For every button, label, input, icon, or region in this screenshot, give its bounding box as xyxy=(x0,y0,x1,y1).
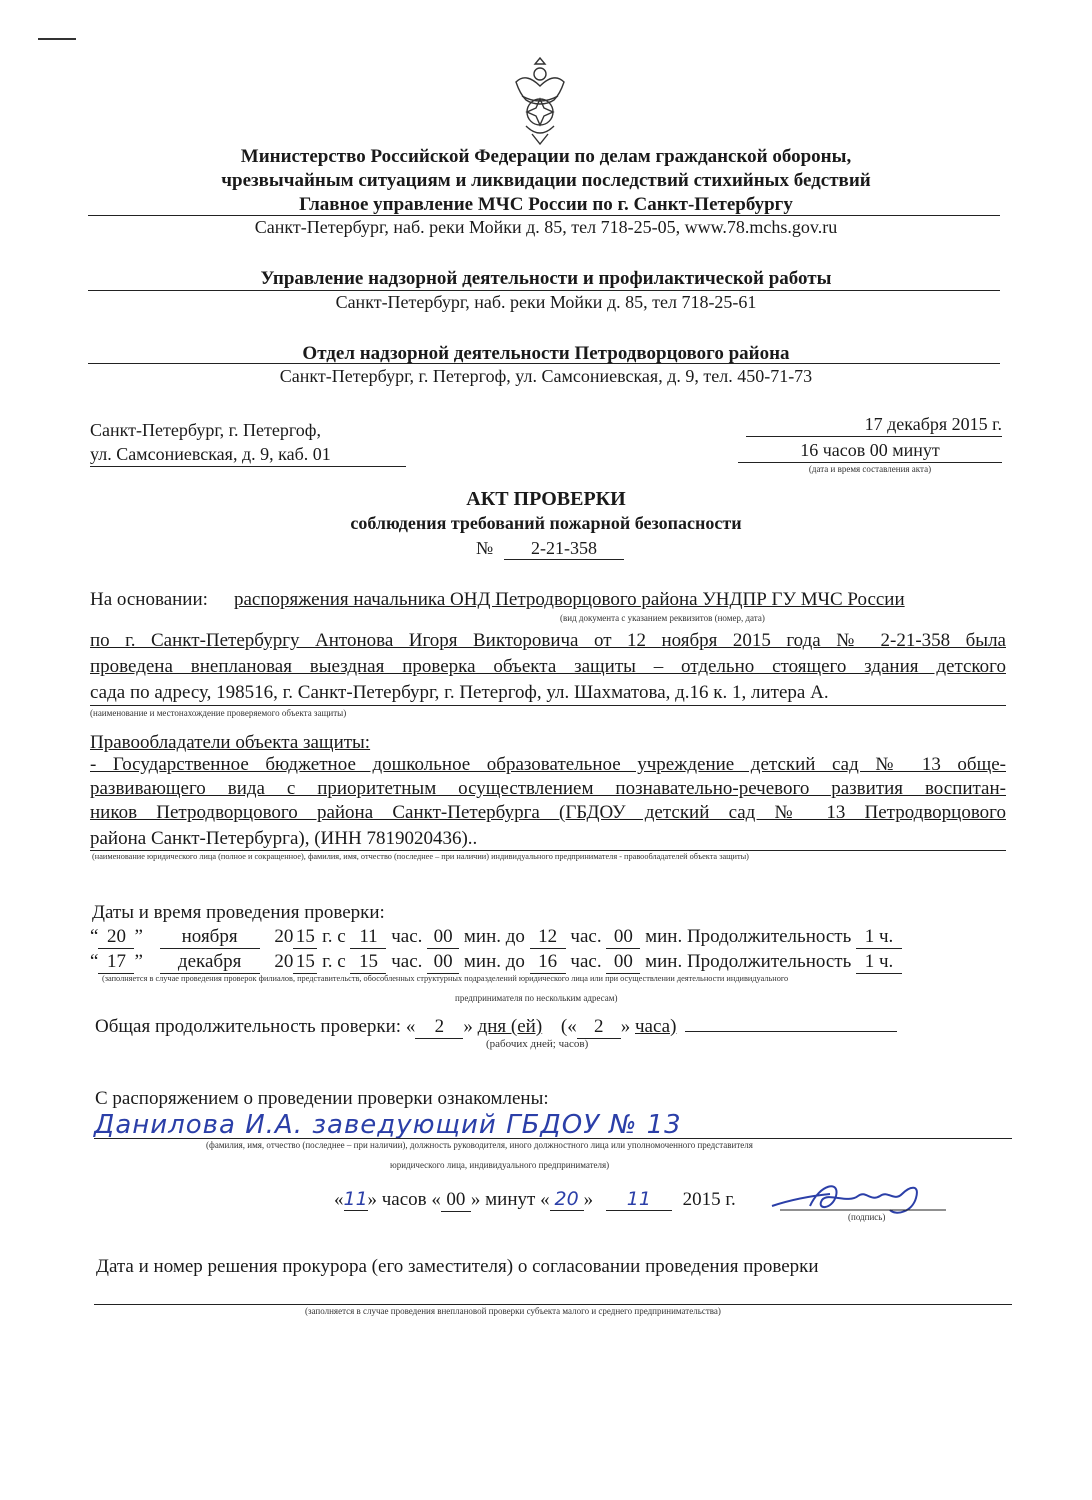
basis-line-2: по г. Санкт-Петербургу Антонова Игоря Викторовича от 12 ноября 2015 года № 2-21-358 была xyxy=(90,630,1006,651)
row1-hour-start: 11 xyxy=(350,926,386,949)
basis-caption-2: (наименование и местонахождение проверяемого объекта защиты) xyxy=(90,708,347,718)
owners-line-1: - Государственное бюджетное дошкольное образовательное учреждение детский сад № 13 обще- xyxy=(90,754,1006,775)
row2-min-end: 00 xyxy=(606,951,640,974)
row1-min-start: 00 xyxy=(427,926,459,949)
department-3-address: Санкт-Петербург, г. Петергоф, ул. Самсониевская, д. 9, тел. 450-71-73 xyxy=(279,366,813,386)
row2-year: 15 xyxy=(293,951,317,974)
main-department: Главное управление МЧС России по г. Санкт-Петербургу xyxy=(299,194,793,215)
schedule-caption-2: предпринимателя по нескольким адресам) xyxy=(455,993,618,1003)
row1-duration: 1 ч. xyxy=(856,926,902,949)
signature-caption: (подпись) xyxy=(848,1212,886,1222)
acq-month: 11 xyxy=(606,1188,672,1211)
schedule-label: Даты и время проведения проверки: xyxy=(92,902,385,923)
acquainted-caption-2: юридического лица, индивидуального предпринимателя) xyxy=(390,1160,610,1170)
acquainted-caption-1: (фамилия, имя, отчество (последнее – при наличии), должность руководителя, иного должностного лица или уполномоченного представителя xyxy=(206,1140,753,1150)
place-line-2: ул. Самсониевская, д. 9, каб. 01 xyxy=(90,444,331,464)
schedule-row-1: “ 20 ” ноября 20 15 г. с 11 час. 00 мин. до 12 час. 00 мин. Продолжительность 1 ч. xyxy=(90,926,902,949)
schedule-row-2: “ 17 ” декабря 20 15 г. с 15 час. 00 мин. до 16 час. 00 мин. Продолжительность 1 ч. xyxy=(90,951,902,974)
owners-line-3: ников Петродворцового района Санкт-Петербурга (ГБДОУ детский сад № 13 Петродворцового xyxy=(90,802,1006,823)
act-time: 16 часов 00 минут xyxy=(800,440,940,460)
owners-line-2: развивающего вида с приоритетным осуществлением познавательно-речевого развития воспитан- xyxy=(90,778,1006,799)
department-2: Управление надзорной деятельности и профилактической работы xyxy=(260,268,832,289)
total-hours-unit: часа) xyxy=(635,1016,677,1037)
act-number: 2-21-358 xyxy=(504,538,624,560)
schedule-caption-1: (заполняется в случае проведения проверок филиалов, представительств, обособленных структурных подразделений юридического лица или при осуществлении деятельности индивидуального xyxy=(102,974,789,983)
header-rule-3 xyxy=(88,363,1000,364)
total-days: 2 xyxy=(415,1016,463,1039)
acq-day: 20 xyxy=(550,1188,584,1211)
act-date: 17 декабря 2015 г. xyxy=(864,414,1002,434)
place-line-1: Санкт-Петербург, г. Петергоф, xyxy=(90,420,321,440)
date-underline xyxy=(746,436,1002,437)
act-title: АКТ ПРОВЕРКИ xyxy=(466,488,626,510)
row1-min-end: 00 xyxy=(606,926,640,949)
act-number-label: № xyxy=(476,538,494,558)
row1-year: 15 xyxy=(293,926,317,949)
basis-caption-1: (вид документа с указанием реквизитов (номер, дата) xyxy=(560,613,765,623)
act-subtitle: соблюдения требований пожарной безопасности xyxy=(350,513,742,533)
owners-underline xyxy=(90,850,1006,851)
mchs-emblem-icon xyxy=(508,52,572,148)
owners-line-4: района Санкт-Петербурга), (ИНН 7819020436).. xyxy=(90,828,478,849)
owners-caption: (наименование юридического лица (полное и сокращенное), фамилия, имя, отчество (последнее – при наличии) индивидуального предпринимателя - правообладателей объекта защиты) xyxy=(92,852,749,861)
row2-duration: 1 ч. xyxy=(856,951,902,974)
prosecutor-caption: (заполняется в случае проведения внеплановой проверки субъекта малого и среднего предпринимательства) xyxy=(305,1306,721,1316)
basis-line-3: проведена внеплановая выездная проверка объекта защиты – отдельно стоящего здания детского xyxy=(90,656,1006,677)
header-rule-2 xyxy=(88,290,1000,291)
place-underline xyxy=(90,466,406,467)
acquainted-handwritten-name: Данилова И.А. заведующий ГБДОУ № 13 xyxy=(94,1110,682,1140)
total-hours: 2 xyxy=(577,1016,621,1039)
department-2-address: Санкт-Петербург, наб. реки Мойки д. 85, тел 718-25-61 xyxy=(335,292,757,312)
acquainted-label: С распоряжением о проведении проверки ознакомлены: xyxy=(95,1088,549,1109)
total-duration: Общая продолжительность проверки: « 2 » дня (ей) (« 2 » часа) xyxy=(95,1016,897,1039)
row2-hour-start: 15 xyxy=(350,951,386,974)
acquainted-underline xyxy=(94,1138,1012,1139)
prosecutor-underline xyxy=(94,1304,1012,1305)
row2-day: 17 xyxy=(98,951,134,974)
row1-hour-end: 12 xyxy=(530,926,566,949)
header-rule-1 xyxy=(88,215,1000,216)
basis-label: На основании: xyxy=(90,589,208,610)
total-caption: (рабочих дней; часов) xyxy=(486,1038,589,1050)
basis-line-1: распоряжения начальника ОНД Петродворцового района УНДПР ГУ МЧС России xyxy=(234,589,905,610)
total-blank xyxy=(685,1031,897,1032)
basis-line-4: сада по адресу, 198516, г. Санкт-Петербург, г. Петергоф, ул. Шахматова, д.16 к. 1, литера А. xyxy=(90,682,829,703)
department-3: Отдел надзорной деятельности Петродворцового района xyxy=(302,343,790,364)
row2-month: декабря xyxy=(160,951,260,974)
row1-day: 20 xyxy=(98,926,134,949)
acquainted-datetime: «11» часов « 00 » минут « 20 » 11 2015 г. xyxy=(334,1188,736,1210)
time-underline xyxy=(738,462,1002,463)
acq-hours: 11 xyxy=(343,1188,368,1210)
scan-mark xyxy=(38,38,76,40)
acq-minutes: 00 xyxy=(441,1189,471,1212)
ministry-line-1: Министерство Российской Федерации по делам гражданской обороны, xyxy=(240,146,852,167)
total-days-unit: дня (ей) xyxy=(477,1016,543,1037)
row2-hour-end: 16 xyxy=(530,951,566,974)
datetime-caption: (дата и время составления акта) xyxy=(808,464,932,474)
prosecutor-label: Дата и номер решения прокурора (его заместителя) о согласовании проведения проверки xyxy=(96,1256,819,1277)
ministry-line-2: чрезвычайным ситуациям и ликвидации последствий стихийных бедствий xyxy=(221,170,871,191)
owners-label: Правообладатели объекта защиты: xyxy=(90,732,371,753)
row1-month: ноября xyxy=(160,926,260,949)
basis-underline xyxy=(90,705,1006,706)
main-department-address: Санкт-Петербург, наб. реки Мойки д. 85, тел 718-25-05, www.78.mchs.gov.ru xyxy=(254,217,838,237)
row2-min-start: 00 xyxy=(427,951,459,974)
